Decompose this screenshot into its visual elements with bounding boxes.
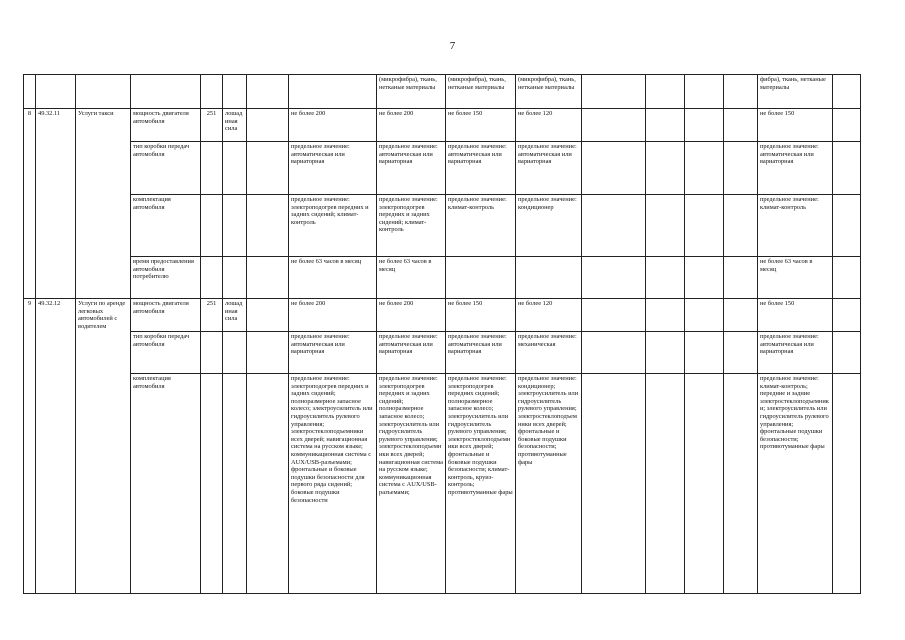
characteristic-name: комплектация автомобиля <box>131 195 201 257</box>
okpd2-code: 49.32.12 <box>36 299 76 594</box>
value-cell: не более 150 <box>758 299 833 332</box>
value-cell: не более 63 часов в месяц <box>377 257 446 299</box>
row-number: 9 <box>24 299 36 594</box>
unit-name: лошадиная сила <box>223 109 247 142</box>
characteristic-name: комплектация автомобиля <box>131 374 201 594</box>
table-row <box>24 332 861 374</box>
table-row <box>24 109 861 142</box>
value-cell: предельное значение: климат-контроль; передние и задние электростеклоподъемники; электроусилитель или гидроусилитель рулевого управления; фронтальные подушки безопасности; противотуманные фары <box>758 374 833 594</box>
value-cell: предельное значение: электроподогрев передних и задних сидений; полноразмерное запасное колесо; электроусилитель или гидроусилитель рулевого управления; электростеклоподъемники всех дверей; навигационная система на русском языке; коммуникационная система с AUX/USB-разъемами; <box>377 374 446 594</box>
value-cell <box>516 257 582 299</box>
characteristic-name: время предоставления автомобиля потребителю <box>131 257 201 299</box>
value-cell: предельное значение: механическая <box>516 332 582 374</box>
value-cell: предельное значение: автоматическая или вариаторная <box>289 332 377 374</box>
continuation-cell: фибра), ткань, нетканые материалы <box>758 75 833 109</box>
requirements-table <box>23 74 861 594</box>
table-row <box>24 257 861 299</box>
value-cell: не более 200 <box>377 109 446 142</box>
row-number: 8 <box>24 109 36 299</box>
value-cell: не более 120 <box>516 299 582 332</box>
value-cell: не более 150 <box>758 109 833 142</box>
value-cell: предельное значение: автоматическая или вариаторная <box>758 142 833 195</box>
value-cell: предельное значение: кондиционер <box>516 195 582 257</box>
okei-code: 251 <box>201 299 223 332</box>
value-cell: предельное значение: автоматическая или вариаторная <box>446 332 516 374</box>
value-cell: не более 63 часов в месяц <box>758 257 833 299</box>
characteristic-name: мощность двигателя автомобиля <box>131 299 201 332</box>
value-cell: не более 200 <box>289 109 377 142</box>
value-cell: предельное значение: электроподогрев передних и задних сидений; климат-контроль <box>289 195 377 257</box>
table-row <box>24 299 861 332</box>
table-row <box>24 195 861 257</box>
value-cell: предельное значение: автоматическая или вариаторная <box>377 142 446 195</box>
value-cell: не более 63 часов в месяц <box>289 257 377 299</box>
continuation-row <box>24 75 861 109</box>
characteristic-name: тип коробки передач автомобиля <box>131 142 201 195</box>
value-cell: не более 200 <box>377 299 446 332</box>
continuation-cell: (микрофибра), ткань, нетканые материалы <box>377 75 446 109</box>
value-cell: предельное значение: климат-контроль <box>446 195 516 257</box>
value-cell: предельное значение: автоматическая или вариаторная <box>758 332 833 374</box>
continuation-cell: (микрофибра), ткань, нетканые материалы <box>446 75 516 109</box>
okpd2-code: 49.32.11 <box>36 109 76 299</box>
value-cell: не более 150 <box>446 109 516 142</box>
value-cell: предельное значение: климат-контроль <box>758 195 833 257</box>
value-cell <box>446 257 516 299</box>
service-name: Услуги по аренде легковых автомобилей с водителем <box>76 299 131 594</box>
value-cell: предельное значение: автоматическая или вариаторная <box>377 332 446 374</box>
characteristic-name: мощность двигателя автомобиля <box>131 109 201 142</box>
value-cell: предельное значение: электроподогрев передних сидений; полноразмерное запасное колесо; электроусилитель или гидроусилитель рулевого управления; электростеклоподъемники всех дверей; фронтальные и боковые подушки безопасности; климат-контроль, круиз-контроль; противотуманные фары <box>446 374 516 594</box>
value-cell: предельное значение: электроподогрев передних и задних сидений; климат-контроль <box>377 195 446 257</box>
value-cell: не более 120 <box>516 109 582 142</box>
value-cell: предельное значение: автоматическая или вариаторная <box>289 142 377 195</box>
value-cell: не более 150 <box>446 299 516 332</box>
value-cell: не более 200 <box>289 299 377 332</box>
value-cell: предельное значение: автоматическая или вариаторная <box>446 142 516 195</box>
value-cell: предельное значение: электроподогрев передних и задних сидений; полноразмерное запасное колесо; электроусилитель или гидроусилитель рулевого управления; электростеклоподъемники всех дверей; навигационная система на русском языке; коммуникационная система с AUX/USB-разъемами; фронтальные и боковые подушки безопасности для первого ряда сидений; боковые подушки безопасности <box>289 374 377 594</box>
unit-name: лошадиная сила <box>223 299 247 332</box>
page-number: 7 <box>449 40 456 52</box>
table-row <box>24 142 861 195</box>
table-row <box>24 374 861 594</box>
value-cell: предельное значение: автоматическая или вариаторная <box>516 142 582 195</box>
service-name: Услуги такси <box>76 109 131 299</box>
value-cell: предельное значение: кондиционер; электроусилитель или гидроусилитель рулевого управления; электростеклоподъемники всех дверей; фронтальные и боковые подушки безопасности; противотуманные фары <box>516 374 582 594</box>
okei-code: 251 <box>201 109 223 142</box>
characteristic-name: тип коробки передач автомобиля <box>131 332 201 374</box>
continuation-cell: (микрофибра), ткань, нетканые материалы <box>516 75 582 109</box>
